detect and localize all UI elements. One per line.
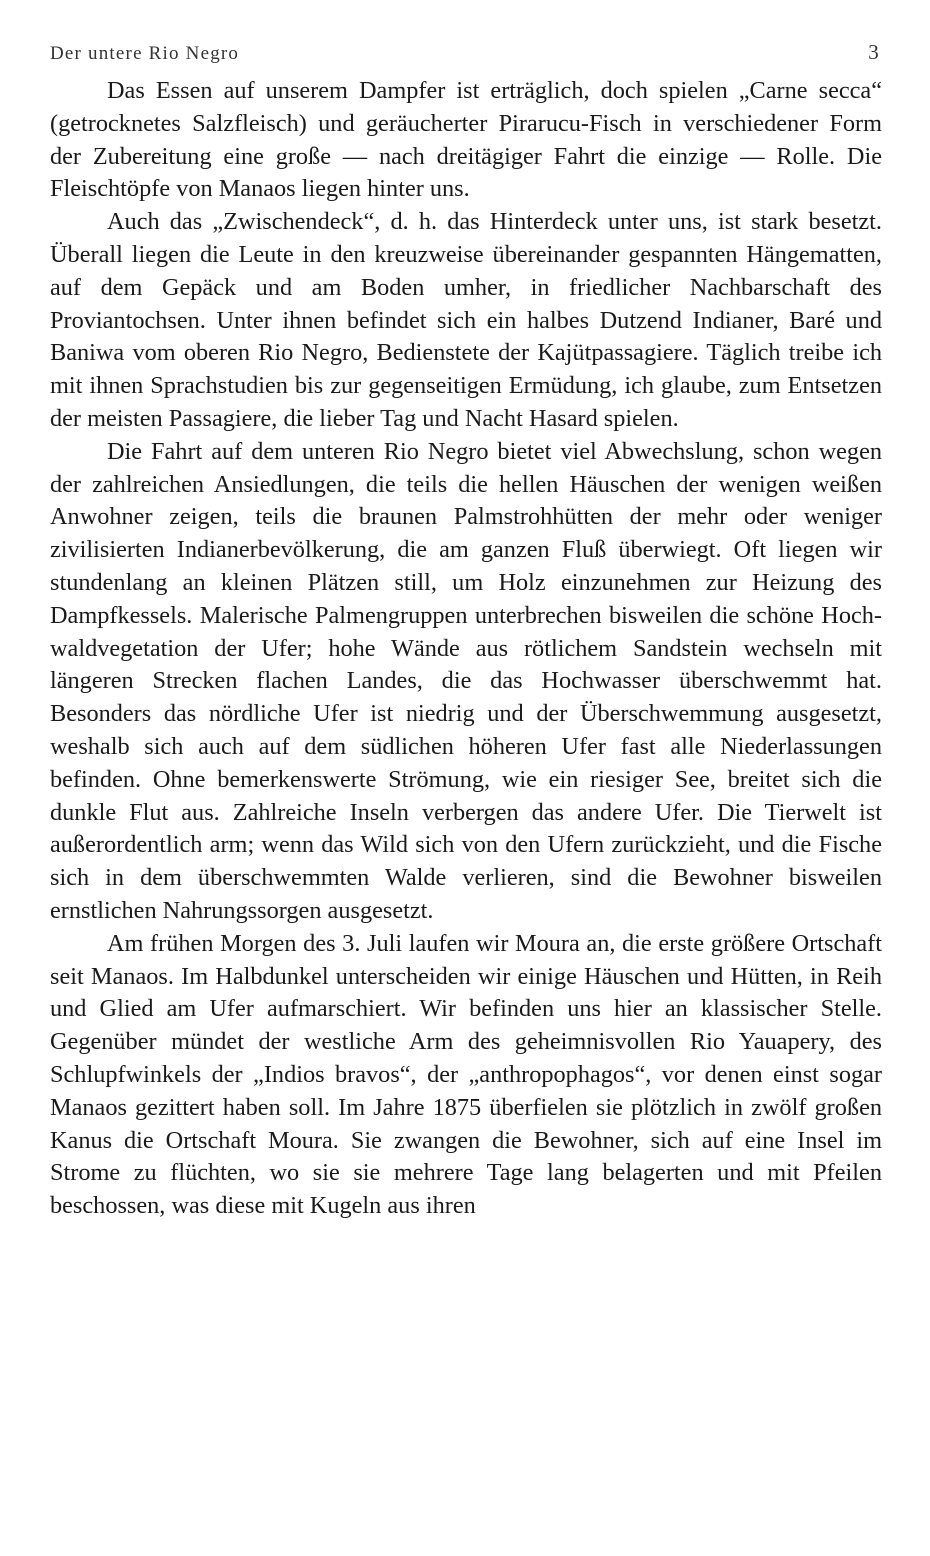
paragraph: Auch das „Zwischendeck“, d. h. das Hinterdeck unter uns, ist stark besetzt. Überall liegen die Leute in den kreuzweise übereinander gespannten Hängematten, auf dem Gepäck und am Boden umher, in friedlicher Nachbarschaft des Proviantochsen. Unter ihnen befindet sich ein halbes Dutzend Indianer, Baré und Baniwa vom oberen Rio Negro, Bedienstete der Kajütpassagiere. Täglich treibe ich mit ihnen Sprachstudien bis zur gegenseitigen Ermüdung, ich glaube, zum Entsetzen der meisten Passagiere, die lieber Tag und Nacht Hasard spielen. <box>50 208 882 432</box>
running-header <box>50 40 882 74</box>
paragraph: Am frühen Morgen des 3. Juli laufen wir Moura an, die erste größere Ortschaft seit Manaos. Im Halbdunkel unterscheiden wir einige Häuschen und Hütten, in Reih und Glied am Ufer aufmarschiert. Wir befinden uns hier an klassischer Stelle. Gegenüber mündet der westliche Arm des geheimnisvollen Rio Yauapery, des Schlupfwinkels der „Indios bravos“, der „anthropophagos“, vor denen einst sogar Manaos gezittert haben soll. Im Jahre 1875 überfielen sie plötzlich in zwölf großen Kanus die Ortschaft Moura. Sie zwangen die Bewohner, sich auf eine Insel im Strome zu flüchten, wo sie sie mehrere Tage lang belagerten und mit Pfeilen beschossen, was diese mit Kugeln aus ihren <box>50 929 882 1220</box>
running-title: Der untere Rio Negro <box>50 43 240 64</box>
page-number: 3 <box>868 40 880 64</box>
body-text <box>50 75 882 1223</box>
book-page <box>50 40 882 1223</box>
paragraph: Das Essen auf unserem Dampfer ist erträglich, doch spielen „Carne secca“ (getrocknetes Salzfleisch) und geräucherter Pirarucu-Fisch in verschiedener Form der Zubereitung eine große — nach dreitägiger Fahrt die einzige — Rolle. Die Fleischtöpfe von Manaos liegen hinter uns. <box>50 77 882 203</box>
paragraph: Die Fahrt auf dem unteren Rio Negro bietet viel Abwechslung, schon wegen der zahlreichen Ansiedlungen, die teils die hellen Häuschen der wenigen weißen Anwohner zeigen, teils die braunen Palmstrohhütten der mehr oder weniger zivilisierten Indianerbevölkerung, die am ganzen Fluß überwiegt. Oft liegen wir stundenlang an kleinen Plätzen still, um Holz einzunehmen zur Heizung des Dampfkessels. Malerische Palmengruppen unterbrechen bisweilen die schöne Hochwaldvegetation der Ufer; hohe Wände aus rötlichem Sandstein wechseln mit längeren Strecken flachen Landes, die das Hochwasser überschwemmt hat. Besonders das nördliche Ufer ist niedrig und der Überschwemmung ausgesetzt, weshalb sich auch auf dem südlichen höheren Ufer fast alle Niederlassungen befinden. Ohne bemerkenswerte Strömung, wie ein riesiger See, breitet sich die dunkle Flut aus. Zahlreiche Inseln verbergen das andere Ufer. Die Tierwelt ist außerordentlich arm; wenn das Wild sich von den Ufern zurückzieht, und die Fische sich in dem überschwemmten Walde verlieren, sind die Bewohner bisweilen ernstlichen Nahrungssorgen ausgesetzt. <box>50 437 882 924</box>
